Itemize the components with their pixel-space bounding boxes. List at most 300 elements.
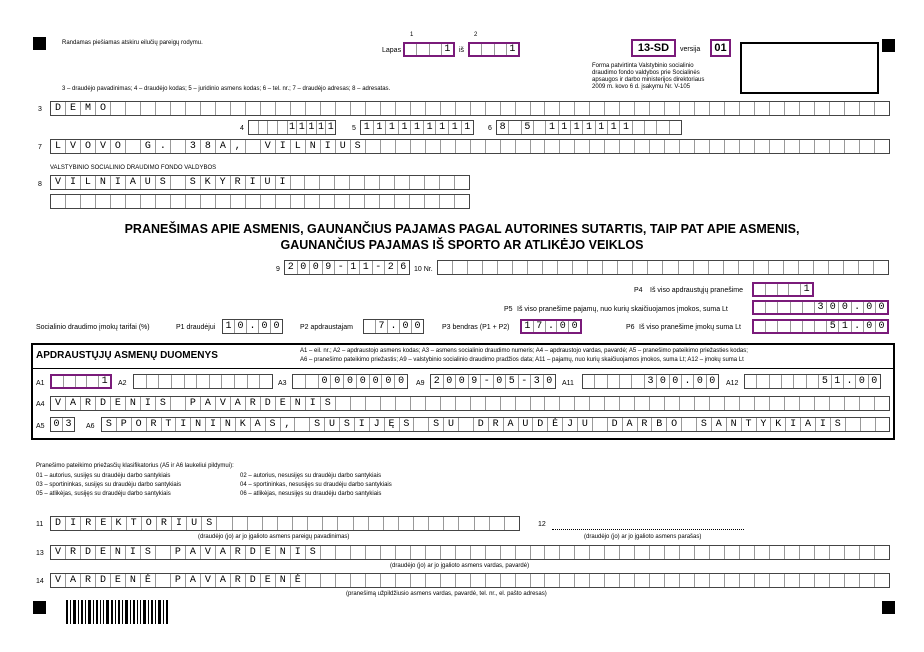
a5-field[interactable] <box>50 417 75 432</box>
char-cell: 2 <box>385 261 398 274</box>
page-total-label: 2 <box>474 32 478 38</box>
char-cell <box>414 418 429 431</box>
char-cell: U <box>444 418 459 431</box>
char-cell <box>635 397 650 410</box>
char-cell <box>306 375 319 388</box>
char-cell: 1 <box>361 121 374 134</box>
char-cell <box>603 261 618 274</box>
char-cell <box>260 375 272 388</box>
char-cell <box>513 261 528 274</box>
p1-label: P1 draudėjui <box>176 324 216 331</box>
char-cell <box>263 517 278 530</box>
char-cell: - <box>519 375 532 388</box>
char-cell: D <box>246 574 261 587</box>
char-cell <box>291 176 306 189</box>
char-cell: V <box>66 140 81 153</box>
char-cell: R <box>489 418 504 431</box>
char-cell <box>620 397 635 410</box>
char-cell <box>364 320 376 333</box>
char-cell <box>381 546 396 559</box>
char-cell <box>860 546 875 559</box>
char-cell <box>261 102 276 115</box>
char-cell: A <box>216 140 231 153</box>
char-cell: E <box>96 546 111 559</box>
char-cell: T <box>127 517 142 530</box>
char-cell <box>141 195 156 208</box>
char-cell <box>710 102 725 115</box>
char-cell <box>770 574 785 587</box>
char-cell: V <box>51 574 66 587</box>
char-cell: 0 <box>864 321 876 332</box>
field4-num: 4 <box>240 125 244 132</box>
char-cell: 1 <box>464 122 471 133</box>
a9-label: A9 <box>416 380 425 387</box>
char-cell: 1 <box>596 121 608 134</box>
char-cell: E <box>111 397 126 410</box>
char-cell <box>185 375 198 388</box>
char-cell <box>695 140 710 153</box>
char-cell <box>76 376 88 387</box>
a3-field[interactable] <box>292 374 408 389</box>
char-cell: E <box>96 517 111 530</box>
char-cell: 1 <box>101 376 108 387</box>
char-cell: 8 <box>497 121 509 134</box>
char-cell <box>545 397 560 410</box>
char-cell: 0 <box>273 321 280 332</box>
field8-addressee-line1[interactable] <box>50 175 470 190</box>
char-cell <box>351 397 366 410</box>
a6-field[interactable] <box>101 417 890 432</box>
a2-label: A2 <box>118 380 127 387</box>
char-cell: B <box>652 418 667 431</box>
char-cell <box>755 102 770 115</box>
char-cell: S <box>306 546 321 559</box>
field7-address[interactable] <box>50 139 890 154</box>
p2-label: P2 apdraustajam <box>300 324 353 331</box>
field6-num: 6 <box>488 125 492 132</box>
p4-field[interactable] <box>752 282 814 297</box>
char-cell: 3 <box>815 302 827 313</box>
char-cell: Ė <box>291 574 306 587</box>
char-cell: 1 <box>424 121 437 134</box>
char-cell: O <box>142 517 157 530</box>
char-cell <box>441 574 456 587</box>
char-cell: 0 <box>259 320 271 333</box>
char-cell <box>305 195 320 208</box>
char-cell <box>650 140 665 153</box>
char-cell: K <box>236 418 251 431</box>
char-cell: V <box>201 546 216 559</box>
char-cell: 0 <box>444 375 457 388</box>
char-cell: P <box>186 397 201 410</box>
char-cell <box>830 102 845 115</box>
page-index-label: 1 <box>410 32 414 38</box>
field5-num: 5 <box>352 125 356 132</box>
top-note: Randamas piešiamas atskiru eilučių pareigų rodymu. <box>62 40 203 46</box>
char-cell: U <box>187 517 202 530</box>
field8-label: VALSTYBINIO SOCIALINIO DRAUDIMO FONDO VALDYBOS <box>50 165 217 171</box>
char-cell: S <box>340 418 355 431</box>
char-cell: N <box>111 546 126 559</box>
char-cell: R <box>81 397 96 410</box>
char-cell <box>111 102 126 115</box>
char-cell <box>351 574 366 587</box>
char-cell <box>657 121 669 134</box>
char-cell <box>680 140 695 153</box>
char-cell: S <box>321 397 336 410</box>
char-cell <box>635 140 650 153</box>
char-cell <box>308 517 323 530</box>
char-cell: R <box>638 418 653 431</box>
a6-label: A6 <box>86 423 95 430</box>
field4-insurer-code[interactable] <box>248 120 336 135</box>
field13-caption: (draudėjo (jo) ar jo įgalioto asmens vardas, pavardė) <box>390 563 530 569</box>
field9-date[interactable] <box>284 260 410 275</box>
char-cell: 0 <box>546 376 553 387</box>
a11-field[interactable] <box>582 374 719 389</box>
char-cell: 9 <box>469 375 482 388</box>
char-cell: I <box>206 418 221 431</box>
char-cell <box>663 261 678 274</box>
char-cell <box>740 546 755 559</box>
char-cell <box>156 102 171 115</box>
field5-legal-code[interactable] <box>360 120 474 135</box>
char-cell: 2 <box>431 375 444 388</box>
char-cell: 0 <box>871 376 878 387</box>
char-cell: J <box>370 418 385 431</box>
char-cell <box>695 102 710 115</box>
char-cell <box>425 195 440 208</box>
a4-field[interactable] <box>50 396 890 411</box>
char-cell: - <box>373 261 386 274</box>
char-cell <box>875 574 889 587</box>
char-cell <box>501 546 516 559</box>
p2-field[interactable] <box>363 319 424 334</box>
char-cell <box>528 261 543 274</box>
char-cell: . <box>852 302 864 313</box>
char-cell <box>323 517 338 530</box>
char-cell: 1 <box>307 121 317 134</box>
char-cell <box>425 176 440 189</box>
char-cell <box>665 574 680 587</box>
char-cell: S <box>202 517 217 530</box>
char-cell: O <box>132 418 147 431</box>
char-cell <box>531 397 546 410</box>
char-cell <box>483 261 498 274</box>
char-cell <box>366 546 381 559</box>
field10-number[interactable] <box>437 260 889 275</box>
char-cell: , <box>231 140 246 153</box>
char-cell <box>306 574 321 587</box>
char-cell: V <box>216 397 231 410</box>
char-cell <box>441 397 456 410</box>
field7-num: 7 <box>38 144 42 151</box>
char-cell <box>860 574 875 587</box>
char-cell: A <box>186 574 201 587</box>
versija-value: 01 <box>710 39 731 57</box>
char-cell <box>411 102 426 115</box>
page-total-field[interactable]: 1 <box>468 42 520 57</box>
char-cell <box>560 140 575 153</box>
reason-05: 05 – atlikėjas, susijęs su draudėju darbo santykiais <box>36 491 171 497</box>
char-cell <box>320 176 335 189</box>
char-cell: 0 <box>370 375 383 388</box>
char-cell <box>754 284 766 295</box>
char-cell: 1 <box>386 121 399 134</box>
field13-num: 13 <box>36 550 44 557</box>
char-cell: A <box>251 418 266 431</box>
char-cell: E <box>276 397 291 410</box>
char-cell <box>501 397 516 410</box>
char-cell <box>710 397 725 410</box>
char-cell <box>754 321 766 332</box>
char-cell <box>815 397 830 410</box>
field11-position[interactable] <box>50 516 520 531</box>
char-cell: 0 <box>400 320 412 333</box>
char-cell <box>575 574 590 587</box>
char-cell <box>147 375 160 388</box>
char-cell: N <box>276 574 291 587</box>
char-cell <box>740 102 755 115</box>
char-cell <box>351 102 366 115</box>
char-cell: K <box>201 176 216 189</box>
char-cell: V <box>96 140 111 153</box>
char-cell <box>411 546 426 559</box>
char-cell <box>785 102 800 115</box>
char-cell: O <box>111 140 126 153</box>
char-cell: I <box>306 397 321 410</box>
char-cell <box>770 546 785 559</box>
char-cell: 0 <box>709 376 716 387</box>
char-cell: L <box>81 176 96 189</box>
char-cell <box>440 176 455 189</box>
char-cell <box>845 574 860 587</box>
char-cell: - <box>481 375 494 388</box>
a4-label: A4 <box>36 401 45 408</box>
char-cell <box>516 546 531 559</box>
char-cell <box>875 546 889 559</box>
char-cell: 0 <box>571 321 578 332</box>
char-cell <box>830 397 845 410</box>
char-cell <box>695 397 710 410</box>
char-cell <box>365 195 380 208</box>
char-cell: 1 <box>411 121 424 134</box>
legend-top: 3 – draudėjo pavadinimas; 4 – draudėjo kodas; 5 – juridinio asmens kodas; 6 – tel. nr.; 7 – draudėjo adresas; 8 – adresatas. <box>62 86 391 92</box>
char-cell <box>778 321 790 332</box>
char-cell <box>861 418 876 431</box>
char-cell <box>545 140 560 153</box>
char-cell: D <box>96 574 111 587</box>
char-cell <box>293 517 308 530</box>
char-cell: 1 <box>348 261 361 274</box>
char-cell: N <box>126 574 141 587</box>
field8-addressee-line2[interactable] <box>50 194 470 209</box>
section-divider <box>31 368 895 369</box>
char-cell: U <box>141 176 156 189</box>
char-cell <box>66 195 81 208</box>
char-cell: 0 <box>398 376 405 387</box>
char-cell: , <box>281 418 296 431</box>
char-cell <box>486 574 501 587</box>
a12-label: A12 <box>726 380 739 387</box>
char-cell <box>350 176 365 189</box>
char-cell <box>695 546 710 559</box>
char-cell <box>770 375 782 388</box>
char-cell: 0 <box>310 261 323 274</box>
char-cell <box>501 102 516 115</box>
a9-field[interactable] <box>430 374 556 389</box>
char-cell <box>709 261 724 274</box>
char-cell: L <box>291 140 306 153</box>
registration-mark <box>33 601 46 614</box>
char-cell: V <box>51 546 66 559</box>
char-cell: 5 <box>506 375 519 388</box>
insured-legend-1: A1 – eil. nr.; A2 – apdraustojo asmens kodas; A3 – asmens socialinio draudimo numeris; A4 – apdraustojo vardas, pavardė; A5 – pranešimo pateikimo priežasties kodas; <box>300 348 748 354</box>
char-cell <box>682 418 697 431</box>
char-cell: - <box>335 261 348 274</box>
char-cell <box>350 195 365 208</box>
char-cell <box>794 375 806 388</box>
p3-field[interactable] <box>520 319 582 334</box>
char-cell <box>778 284 790 295</box>
char-cell <box>593 418 608 431</box>
char-cell <box>545 546 560 559</box>
field10-num: 10 Nr. <box>414 266 433 273</box>
char-cell: N <box>291 397 306 410</box>
field3-insurer-name[interactable] <box>50 101 890 116</box>
field12-caption: (draudėjo (jo) ar jo įgalioto asmens parašas) <box>584 534 702 540</box>
char-cell: E <box>66 102 81 115</box>
char-cell <box>321 574 336 587</box>
char-cell: 2 <box>285 261 298 274</box>
char-cell <box>516 574 531 587</box>
char-cell: D <box>51 517 66 530</box>
approval-note-2: draudimo fondo valdybos prie Socialinės <box>592 70 700 76</box>
char-cell <box>396 102 411 115</box>
a1-field[interactable] <box>50 374 112 389</box>
char-cell: 1 <box>608 121 620 134</box>
page-number-field[interactable]: 1 <box>403 42 455 57</box>
p6-field[interactable] <box>752 319 889 334</box>
char-cell <box>468 261 483 274</box>
field3-num: 3 <box>38 106 42 113</box>
p1-field[interactable] <box>222 319 283 334</box>
char-cell <box>755 546 770 559</box>
char-cell <box>755 397 770 410</box>
field14-num: 14 <box>36 578 44 585</box>
char-cell: 0 <box>827 302 839 313</box>
field14-filler[interactable] <box>50 573 890 588</box>
char-cell <box>560 102 575 115</box>
char-cell: 5 <box>522 121 534 134</box>
char-cell <box>516 102 531 115</box>
char-cell <box>844 261 859 274</box>
char-cell: R <box>81 574 96 587</box>
field12-num: 12 <box>538 521 546 528</box>
char-cell <box>455 195 469 208</box>
char-cell: 1 <box>620 121 632 134</box>
char-cell <box>159 375 172 388</box>
char-cell: Ė <box>141 574 156 587</box>
char-cell: 0 <box>382 375 395 388</box>
char-cell <box>471 140 486 153</box>
char-cell <box>590 102 605 115</box>
reason-01: 01 – autorius, susijęs su draudėju darbo santykiais <box>36 473 171 479</box>
char-cell <box>724 261 739 274</box>
char-cell <box>81 195 96 208</box>
char-cell: G <box>141 140 156 153</box>
char-cell <box>440 195 455 208</box>
char-cell <box>814 261 829 274</box>
char-cell <box>635 546 650 559</box>
char-cell: V <box>51 397 66 410</box>
char-cell <box>186 195 201 208</box>
char-cell <box>96 195 111 208</box>
char-cell <box>171 195 186 208</box>
char-cell <box>740 574 755 587</box>
p5-field[interactable] <box>752 300 889 315</box>
char-cell: S <box>266 418 281 431</box>
char-cell: S <box>697 418 712 431</box>
char-cell <box>249 121 259 134</box>
char-cell <box>305 176 320 189</box>
char-cell: A <box>801 418 816 431</box>
char-cell <box>201 102 216 115</box>
char-cell <box>754 261 769 274</box>
char-cell <box>336 546 351 559</box>
char-cell: K <box>771 418 786 431</box>
field6-phone[interactable] <box>496 120 682 135</box>
char-cell <box>650 546 665 559</box>
char-cell <box>803 321 815 332</box>
char-cell: 0 <box>235 320 247 333</box>
char-cell: K <box>112 517 127 530</box>
char-cell <box>429 517 444 530</box>
char-cell <box>710 546 725 559</box>
insured-heading: APDRAUSTŲJŲ ASMENŲ DUOMENYS <box>36 350 218 361</box>
char-cell <box>396 546 411 559</box>
char-cell <box>608 375 620 388</box>
a12-field[interactable] <box>744 374 881 389</box>
char-cell <box>605 546 620 559</box>
char-cell <box>725 546 740 559</box>
field13-name[interactable] <box>50 545 890 560</box>
char-cell <box>336 102 351 115</box>
char-cell <box>725 574 740 587</box>
char-cell <box>336 397 351 410</box>
a2-field[interactable] <box>133 374 273 389</box>
char-cell <box>141 102 156 115</box>
char-cell <box>321 102 336 115</box>
char-cell: . <box>247 320 259 333</box>
char-cell <box>560 574 575 587</box>
char-cell: 1 <box>223 320 235 333</box>
char-cell <box>531 546 546 559</box>
char-cell <box>770 102 785 115</box>
char-cell <box>789 284 801 295</box>
form-title-line2: GAUNANČIUS PAJAMAS IŠ SPORTO AR ATLIKĖJO VEIKLOS <box>280 238 644 252</box>
char-cell <box>875 102 889 115</box>
char-cell: A <box>231 397 246 410</box>
char-cell: 1 <box>360 261 373 274</box>
char-cell <box>134 375 147 388</box>
char-cell <box>354 517 369 530</box>
char-cell: P <box>117 418 132 431</box>
reason-02: 02 – autorius, nesusijęs su draudėju darbo santykiais <box>240 473 382 479</box>
reason-06: 06 – atlikėjas, nesusijęs su draudėju darbo santykiais <box>240 491 382 497</box>
signature-line[interactable] <box>552 529 744 530</box>
char-cell <box>171 102 186 115</box>
